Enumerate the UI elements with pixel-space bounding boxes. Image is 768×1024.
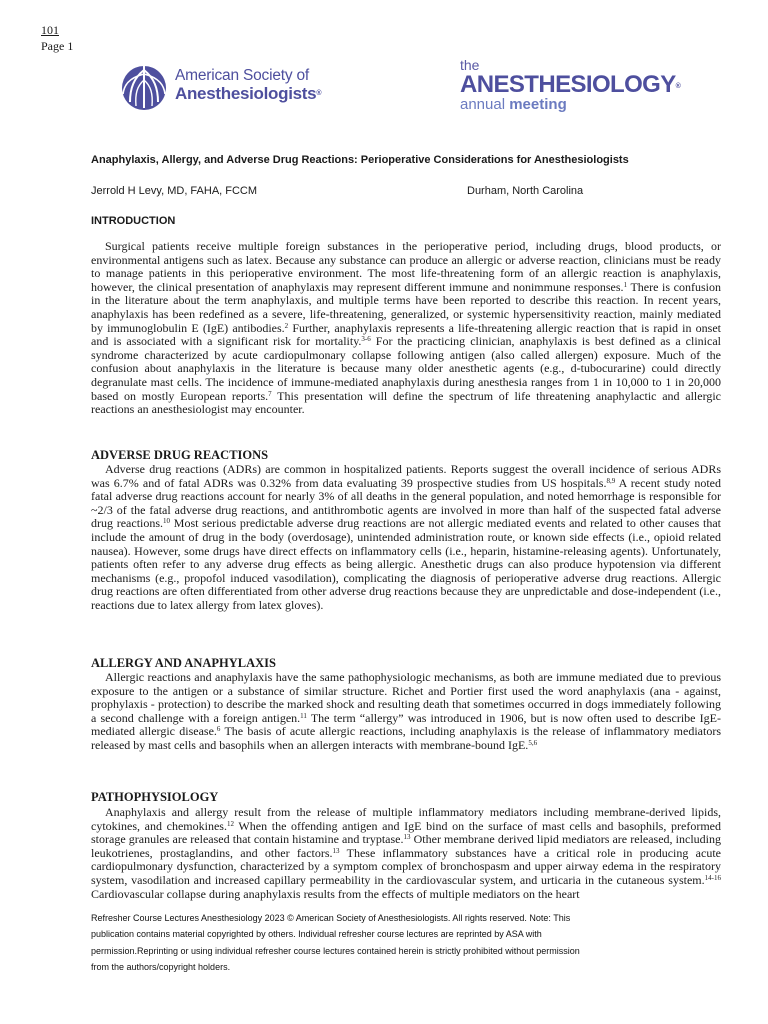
meeting-logo-meeting: meeting: [509, 96, 567, 113]
meeting-logo-reg: ®: [675, 83, 681, 90]
allergy-anaphylaxis-paragraph: Allergic reactions and anaphylaxis have the same pathophysiologic mechanisms, as both are immune mediated due to previous exposure to the antigen or a substance of similar structure. Richet and Portier first used the word anaphylaxis (ana - against, prophylaxis - protection) to describe the marked shock and resulting death that sometimes occurred in dogs immediately following a second challenge with a foreign antigen.$^{11}$ The term “allergy” was introduced in 1906, but is now often used to describe IgE-mediated allergic disease.$^6$ The basis of acute allergic reactions, including anaphylaxis is the release of inflammatory mediators released by mast cells and basophils when an allergen interacts with membrane-bound IgE.$^{5,6}$: [91, 670, 721, 752]
asa-emblem-icon: [120, 62, 168, 112]
document-title: Anaphylaxis, Allergy, and Adverse Drug Reactions: Perioperative Considerations for Anesthesiologists: [91, 154, 629, 166]
anesthesiology-meeting-logo: [460, 58, 710, 113]
asa-logo: [120, 60, 335, 114]
asa-logo-reg: ®: [316, 90, 322, 97]
pathophysiology-body: [91, 806, 721, 901]
document-author: Jerrold H Levy, MD, FAHA, FCCM: [91, 185, 258, 197]
document-location: Durham, North Carolina: [467, 185, 584, 197]
copyright-footer: [91, 910, 691, 975]
footer-line: from the authors/copyright holders.: [91, 961, 231, 972]
meeting-logo-name: ANESTHESIOLOGY: [460, 71, 676, 98]
asa-logo-line1: American Society of: [175, 67, 310, 84]
introduction-body: [91, 240, 721, 417]
asa-logo-line2: Anesthesiologists: [175, 84, 317, 103]
pathophysiology-paragraph: Anaphylaxis and allergy result from the release of multiple inflammatory mediators including membrane-derived lipids, cytokines, and chemokines.$^{12}$ When the offending antigen and IgE bind on the surface of mast cells and basophils, preformed storage granules are released that contain histamine and tryptase.$^{13}$ Other membrane derived lipid mediators are released, including leukotrienes, prostaglandins, and other factors.$^{13}$ These inflammatory substances have a critical role in producing acute cardiopulmonary dysfunction, characterized by a symptom complex of bronchospasm and upper airway edema in the respiratory system, vasodilation and increased capillary permeability in the cardiovascular system, and urticaria in the cutaneous system.$^{14-16}$ Cardiovascular collapse during anaphylaxis results from the effects of multiple mediators on the heart: [91, 805, 721, 901]
adverse-drug-reactions-body: [91, 463, 721, 613]
footer-line: Refresher Course Lectures Anesthesiology 2023 © American Society of Anesthesiologists. All rights reserved. Note: This: [91, 913, 571, 923]
pathophysiology-heading: PATHOPHYSIOLOGY: [91, 790, 219, 804]
adverse-drug-reactions-paragraph: Adverse drug reactions (ADRs) are common in hospitalized patients. Reports suggest the overall incidence of serious ADRs was 6.7% and of fatal ADRs was 0.32% from data evaluating 39 prospective studies from US hospitals.$^{8,9}$ A recent study noted fatal adverse drug reactions account for nearly 3% of all deaths in the general population, and noted hemorrhage is responsible for ~2/3 of the fatal adverse drug reactions, and antithrombotic agents are involved in more than half of the suspected fatal adverse drug reactions.$^{10}$ Most serious predictable adverse drug reactions are not allergic mediated events and related to other causes that include the amount of drug in the body (overdosage), unintended administration route, or known side effects (i.e., opioid related nausea). However, some drugs have direct effects on inflammatory cells (i.e., heparin, histamine-releasing agents). Unfortunately, patients often refer to any adverse drug effects as being allergic. Anesthetic drugs can also produce hypotension via different mechanisms (e.g., propofol induced vasodilation), complicating the diagnosis of perioperative adverse drug reactions. Allergic drug reactions are often differentiated from other adverse drug reactions because they are unpredictable and dose-independent (i.e., reactions due to latex allergy from latex gloves).: [91, 462, 722, 612]
introduction-paragraph: Surgical patients receive multiple foreign substances in the perioperative period, including drugs, blood products, or environmental antigens such as latex. Because any substance can produce an allergic or adverse reaction, clinicians must be ready to manage patients in this perioperative environment. The most life-threatening form of an allergic reaction is anaphylaxis, however, the clinical presentation of anaphylaxis may represent different immune and nonimmune responses.$^1$ There is confusion in the literature about the term anaphylaxis, and multiple terms have been reported to describe this reaction. In recent years, anaphylaxis has been redefined as a severe, life-threatening, generalized, or systemic hypersensitivity reaction, mainly mediated by immunoglobulin E (IgE) antibodies.$^2$ Further, anaphylaxis represents a life-threatening allergic reaction that is rapid in onset and is associated with a significant risk for mortality.$^{3-6}$ For the practicing clinician, anaphylaxis is best defined as a clinical syndrome characterized by acute cardiopulmonary collapse following antigen (also called allergen) exposure. Much of the confusion about anaphylaxis in the literature is because many older anesthetic agents (e.g., d-tubocurarine) could directly degranulate mast cells. The incidence of immune-mediated anaphylaxis during anesthesia ranges from 1 in 10,000 to 1 in 20,000 based on mostly European reports.$^7$ This presentation will define the spectrum of life threatening anaphylactic and allergic reactions an anesthesiologist may encounter.: [91, 239, 722, 417]
page-number-value: 101: [41, 23, 59, 37]
introduction-heading: INTRODUCTION: [91, 215, 176, 227]
adverse-drug-reactions-heading: ADVERSE DRUG REACTIONS: [91, 448, 269, 462]
page-label: Page 1: [41, 39, 74, 53]
allergy-anaphylaxis-heading: ALLERGY AND ANAPHYLAXIS: [91, 656, 276, 670]
footer-line: publication contains material copyrighted by others. Individual refresher course lectures are reprinted by ASA with: [91, 929, 542, 940]
footer-line: permission.Reprinting or using individual refresher course lectures contained herein is strictly prohibited without permission: [91, 945, 580, 956]
meeting-logo-the: the: [460, 57, 480, 73]
meeting-logo-annual: annual: [460, 96, 506, 113]
page-number: [41, 22, 73, 54]
allergy-anaphylaxis-body: [91, 671, 721, 753]
